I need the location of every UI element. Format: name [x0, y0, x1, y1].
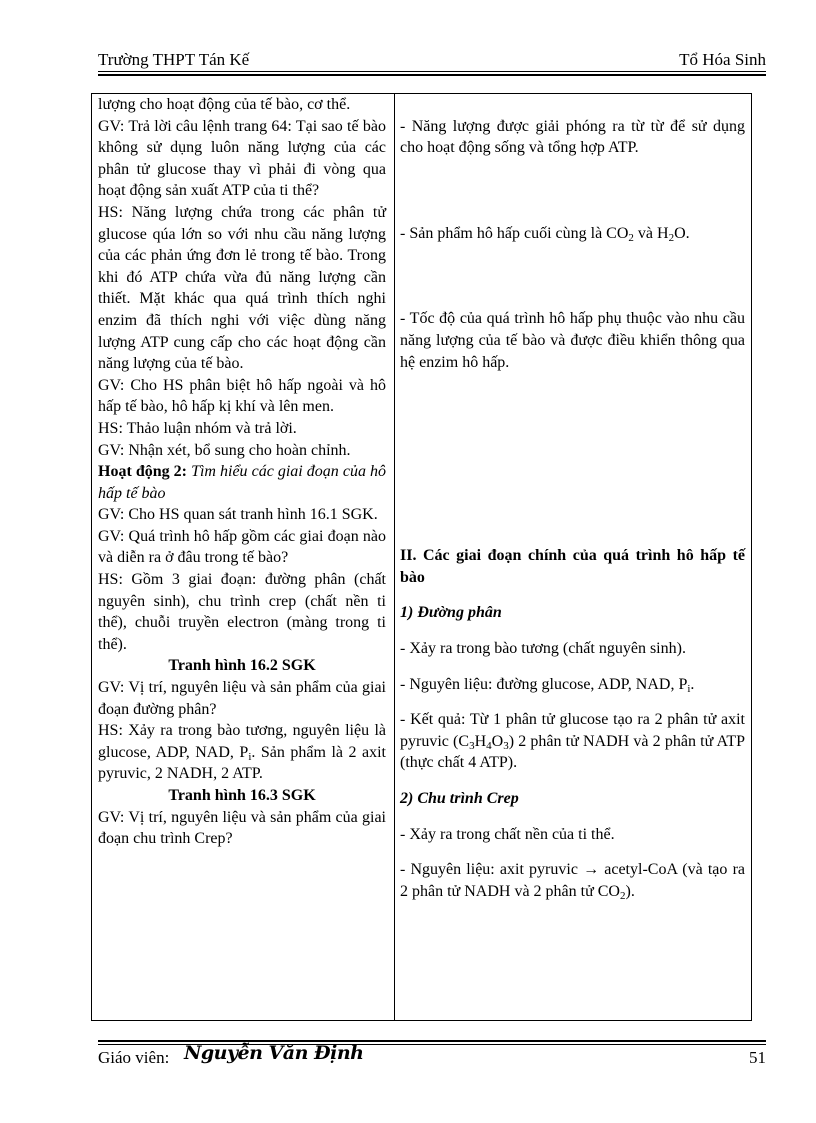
lesson-table — [91, 93, 752, 1021]
left-line-1: lượng cho hoạt động của tế bào, cơ thể. — [98, 96, 351, 113]
page-header — [98, 50, 766, 72]
right-line-1: - Năng lượng được giải phóng ra từ từ để sử dụng cho hoạt động sống và tổng hợp ATP. — [400, 117, 745, 157]
right-line-8-sub: 2 — [619, 889, 626, 902]
teacher-student-column — [98, 94, 386, 850]
figure-reference-2: Tranh hình 16.3 SGK — [168, 787, 316, 804]
right-line-6-h: H — [474, 732, 487, 750]
left-line-2: GV: Trả lời câu lệnh trang 64: Tại sao tế bào không sử dụng luôn năng lượng của các phân tử glucose thay vì phải đi vòng qua hoạt động sản xuất ATP của ti thể? — [98, 117, 386, 200]
right-line-3: - Tốc độ của quá trình hô hấp phụ thuộc vào nhu cầu năng lượng của tế bào và được điều khiển thông qua hệ enzim hô hấp. — [400, 310, 745, 371]
left-line-11-rest: . Sản phẩm là 2 axit pyruvic, 2 NADH, 2 ATP. — [98, 743, 386, 783]
right-line-5 — [400, 674, 745, 696]
right-line-6 — [400, 709, 745, 774]
activity-heading — [98, 461, 386, 504]
content-column — [400, 94, 745, 902]
column-divider — [394, 94, 395, 1020]
right-line-2-sub: 2 — [628, 231, 634, 244]
right-line-5-sub: i — [687, 682, 691, 695]
left-line-12: GV: Vị trí, nguyên liệu và sản phẩm của giai đoạn chu trình Crep? — [98, 808, 386, 848]
figure-reference-1: Tranh hình 16.2 SGK — [168, 657, 316, 675]
right-line-6-text: - Kết quả: Từ 1 phân tử glucose tạo ra 2 phân tử axit pyruvic (C — [400, 711, 745, 750]
left-line-3: HS: Năng lượng chứa trong các phân tử glucose qúa lớn so với nhu cầu năng lượng của các phản ứng đơn lẻ trong tế bào. Trong khi đó ATP chứa vừa đủ năng lượng cần thiết. Mặt khác qua quá trình thích nghi enzim đã thích nghi với việc dùng năng lượng ATP cung cấp cho các hoạt động cần năng lượng của tế bào. — [98, 203, 386, 373]
left-line-11-sub: i — [248, 750, 252, 763]
subsection-2-heading: 2) Chu trình Crep — [400, 789, 519, 807]
right-line-6-sub2: 4 — [486, 739, 492, 752]
right-line-4: - Xảy ra trong bào tương (chất nguyên sinh). — [400, 639, 686, 657]
left-line-6: GV: Nhận xét, bổ sung cho hoàn chỉnh. — [98, 441, 351, 459]
school-name: Trường THPT Tán Kế — [98, 50, 250, 69]
right-line-2-sub2: 2 — [668, 231, 675, 244]
subsection-1-heading: 1) Đường phân — [400, 604, 502, 622]
right-line-8-text: - Nguyên liệu: axit pyruvic → acetyl-CoA (và tạo ra 2 phân tử NADH và 2 phân tử CO — [400, 861, 745, 900]
left-line-11 — [98, 720, 386, 785]
right-line-2-text: - Sản phẩm hô hấp cuối cùng là CO — [400, 224, 629, 242]
header-rule — [98, 71, 766, 76]
page-number: 51 — [749, 1048, 766, 1067]
teacher-signature: Nguyễn Văn Định — [184, 1042, 364, 1064]
left-line-5: HS: Thảo luận nhóm và trả lời. — [98, 419, 297, 437]
page-footer — [98, 1042, 766, 1076]
right-line-6-o: O — [491, 732, 504, 750]
right-line-5-end: . — [690, 675, 695, 693]
left-line-11-text: HS: Xảy ra trong bào tương, nguyên liệu là glucose, ADP, NAD, P — [98, 722, 386, 761]
right-line-8-end: ). — [625, 882, 635, 900]
left-line-9: HS: Gồm 3 giai đoạn: đường phân (chất nguyên sinh), chu trình crep (chất nền ti thể), chuỗi truyền electron (màng trong ti thể). — [98, 571, 386, 653]
right-line-2-mid: và H — [633, 224, 669, 242]
right-line-2-end: O. — [674, 224, 690, 242]
right-line-6-sub1: 3 — [469, 739, 475, 752]
teacher-label: Giáo viên: — [98, 1048, 170, 1067]
section-2-heading: II. Các giai đoạn chính của quá trình hô hấp tế bào — [400, 547, 745, 586]
left-line-4: GV: Cho HS phân biệt hô hấp ngoài và hô hấp tế bào, hô hấp kị khí và lên men. — [98, 376, 386, 416]
left-line-10: GV: Vị trí, nguyên liệu và sản phẩm của giai đoạn đường phân? — [98, 679, 386, 718]
activity-title: Tìm hiểu các giai đoạn của hô hấp tế bào — [98, 463, 387, 502]
left-line-8: GV: Quá trình hô hấp gồm các giai đoạn nào và diễn ra ở đâu trong tế bào? — [98, 527, 386, 567]
right-line-2 — [400, 223, 745, 245]
department-name: Tổ Hóa Sinh — [679, 50, 766, 69]
right-line-7: - Xảy ra trong chất nền của ti thể. — [400, 825, 615, 843]
left-line-7: GV: Cho HS quan sát tranh hình 16.1 SGK. — [98, 506, 378, 524]
right-line-6-rest: ) 2 phân tử NADH và 2 phân tử ATP (thực chất 4 ATP). — [400, 732, 746, 772]
activity-label: Hoạt động 2: — [98, 463, 187, 481]
right-line-5-text: - Nguyên liệu: đường glucose, ADP, NAD, P — [400, 675, 688, 693]
right-line-6-sub3: 3 — [503, 739, 509, 752]
right-line-8 — [400, 859, 745, 902]
